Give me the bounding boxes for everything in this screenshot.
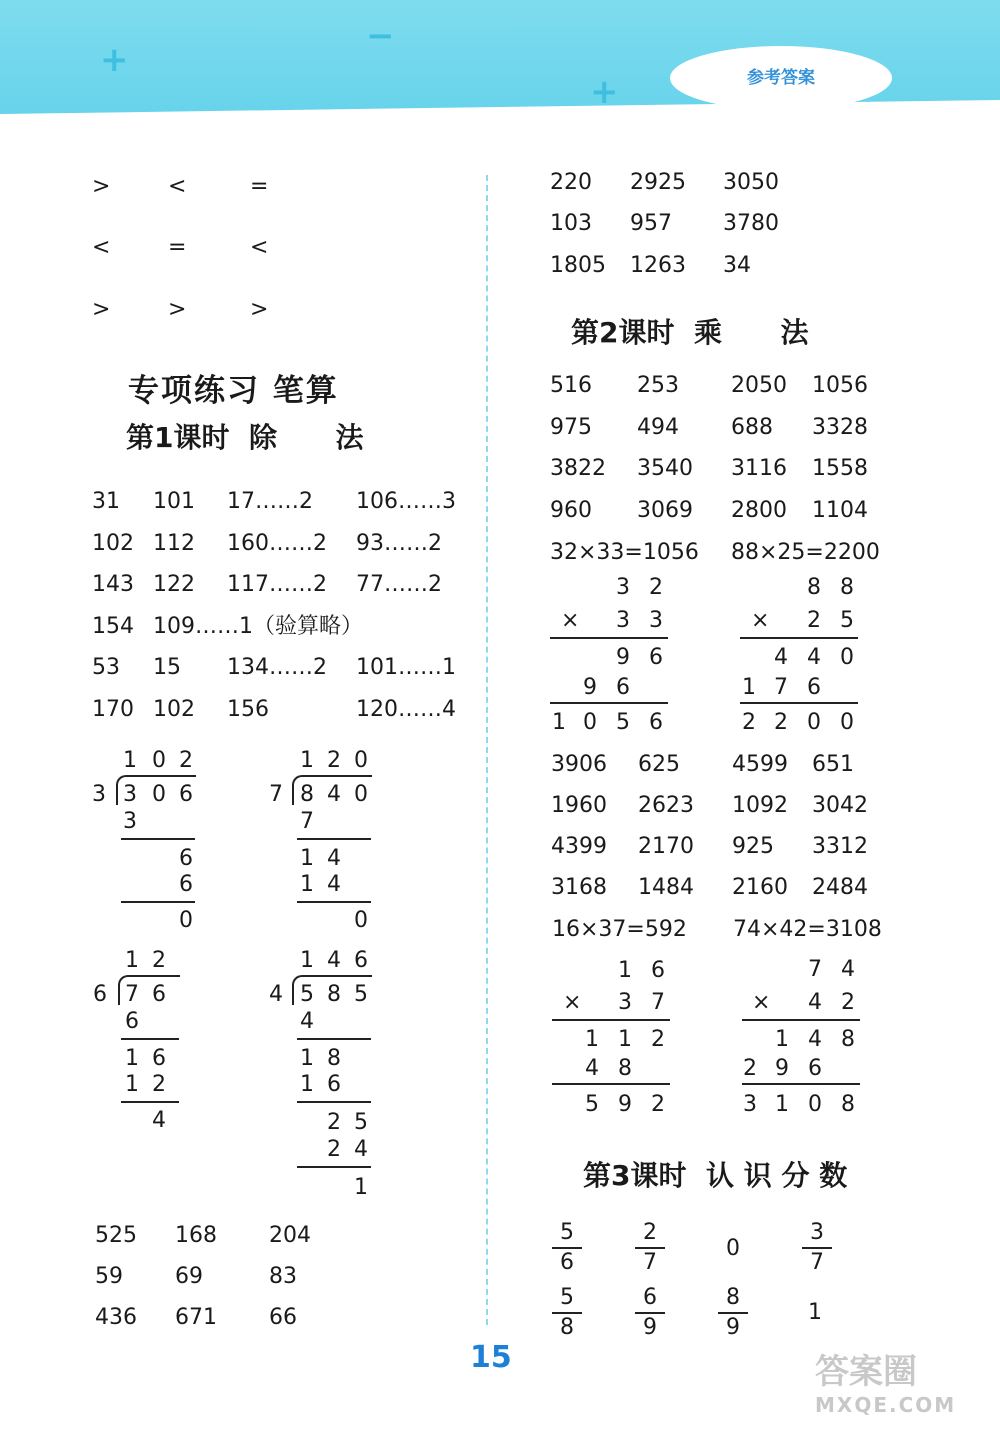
step-line — [121, 1038, 179, 1040]
numerator: 3 — [810, 1220, 824, 1245]
digit: 9 — [616, 645, 630, 670]
digit: 2 — [774, 710, 788, 735]
answer: 204 — [269, 1223, 311, 1248]
result-line — [740, 702, 858, 704]
answer: 1263 — [630, 253, 686, 278]
answer: 143 — [92, 572, 134, 597]
denominator: 7 — [643, 1250, 657, 1275]
digit: 4 — [807, 645, 821, 670]
fraction — [635, 1220, 665, 1276]
answer: 651 — [812, 752, 854, 777]
digit: 8 — [841, 1027, 855, 1052]
numerator: 5 — [560, 1220, 574, 1245]
digit: 0 — [807, 710, 821, 735]
answer: 59 — [95, 1264, 123, 1289]
answer: 15 — [153, 655, 181, 680]
answer: 168 — [175, 1223, 217, 1248]
step-line — [297, 1038, 371, 1040]
step-line — [297, 901, 371, 903]
digit: 1 — [618, 958, 632, 983]
comparison-symbol: < — [168, 174, 187, 199]
fraction-bar — [635, 1247, 665, 1249]
answer: 102 — [153, 697, 195, 722]
answer: 117……2 — [227, 572, 327, 597]
digit: 6 — [649, 710, 663, 735]
digit: 2 — [649, 575, 663, 600]
digit: 1 — [775, 1092, 789, 1117]
answer: 102 — [92, 531, 134, 556]
answer: 1092 — [732, 793, 788, 818]
watermark-url: MXQE.COM — [815, 1393, 957, 1417]
answer: 83 — [269, 1264, 297, 1289]
times-sign: × — [561, 608, 580, 633]
result-line — [742, 1083, 860, 1085]
step-line — [121, 1101, 179, 1103]
fraction — [718, 1285, 748, 1341]
answer: 688 — [731, 415, 773, 440]
digit: 8 — [840, 575, 854, 600]
numerator: 6 — [643, 1285, 657, 1310]
digit: 6 — [649, 645, 663, 670]
answer: 625 — [638, 752, 680, 777]
answer: 2050 — [731, 373, 787, 398]
digit: 3 — [616, 608, 630, 633]
digit: 4 — [585, 1056, 599, 1081]
dividend-digit: 8 — [300, 782, 314, 807]
step-digit: 7 — [300, 809, 314, 834]
result-line — [742, 1019, 860, 1021]
answer: 53 — [92, 655, 120, 680]
quotient-digit: 1 — [123, 748, 137, 773]
answer: 1056 — [812, 373, 868, 398]
digit: 6 — [807, 675, 821, 700]
fraction-bar — [718, 1312, 748, 1314]
divisor: 7 — [269, 782, 283, 807]
answer: 3780 — [723, 211, 779, 236]
step-digit: 6 — [179, 872, 193, 897]
answer: 3312 — [812, 834, 868, 859]
quotient-digit: 1 — [125, 948, 139, 973]
denominator: 6 — [560, 1250, 574, 1275]
fraction — [635, 1285, 665, 1341]
digit: 3 — [743, 1092, 757, 1117]
step-digit: 1 — [125, 1072, 139, 1097]
answer: 101 — [153, 489, 195, 514]
comparison-symbol: < — [92, 235, 111, 260]
quotient-digit: 1 — [300, 948, 314, 973]
answer: 3822 — [550, 456, 606, 481]
digit: 4 — [841, 957, 855, 982]
denominator: 9 — [643, 1315, 657, 1340]
times-sign: × — [752, 990, 771, 1015]
step-digit: 8 — [327, 1046, 341, 1071]
digit: 7 — [808, 957, 822, 982]
times-sign: × — [563, 990, 582, 1015]
dividend-digit: 5 — [354, 982, 368, 1007]
answer: 4399 — [551, 834, 607, 859]
answer: 1805 — [550, 253, 606, 278]
answer: 1484 — [638, 875, 694, 900]
equation: 16×37=592 — [552, 917, 687, 942]
quotient-digit: 2 — [152, 948, 166, 973]
digit: 2 — [807, 608, 821, 633]
digit: 2 — [651, 1027, 665, 1052]
numerator: 8 — [726, 1285, 740, 1310]
step-digit: 2 — [327, 1110, 341, 1135]
step-digit: 2 — [152, 1072, 166, 1097]
fraction — [802, 1220, 832, 1276]
plus-icon: + — [590, 72, 619, 112]
answer: 2623 — [638, 793, 694, 818]
digit: 1 — [552, 710, 566, 735]
quotient-digit: 2 — [327, 748, 341, 773]
comparison-symbol: > — [92, 174, 111, 199]
answer: 3050 — [723, 170, 779, 195]
dividend-digit: 8 — [327, 982, 341, 1007]
dividend-digit: 0 — [152, 782, 166, 807]
step-digit: 1 — [300, 1072, 314, 1097]
step-digit: 6 — [125, 1009, 139, 1034]
watermark-text: 答案圈 — [815, 1352, 917, 1392]
answer: 1558 — [812, 456, 868, 481]
answer: 516 — [550, 373, 592, 398]
lesson-3-title: 第3课时 认 识 分 数 — [583, 1159, 848, 1192]
answer: 220 — [550, 170, 592, 195]
digit: 8 — [807, 575, 821, 600]
step-digit: 1 — [300, 872, 314, 897]
remainder: 0 — [179, 908, 193, 933]
answer: 253 — [637, 373, 679, 398]
comparison-symbol: > — [92, 297, 111, 322]
digit: 9 — [583, 675, 597, 700]
answer: 3042 — [812, 793, 868, 818]
step-digit: 4 — [354, 1137, 368, 1162]
result-line — [550, 702, 668, 704]
answer: 134……2 — [227, 655, 327, 680]
answer: 103 — [550, 211, 592, 236]
step-digit: 6 — [327, 1072, 341, 1097]
digit: 0 — [840, 645, 854, 670]
digit: 4 — [808, 990, 822, 1015]
remainder: 0 — [354, 908, 368, 933]
step-digit: 4 — [327, 872, 341, 897]
dividend-digit: 5 — [300, 982, 314, 1007]
answer: 975 — [550, 415, 592, 440]
digit: 8 — [841, 1092, 855, 1117]
answer-key-label: 参考答案 — [747, 68, 815, 88]
step-digit: 1 — [125, 1046, 139, 1071]
answer: 154 — [92, 614, 134, 639]
equation: 32×33=1056 — [550, 540, 699, 565]
equation: 88×25=2200 — [731, 540, 880, 565]
step-digit: 1 — [300, 1046, 314, 1071]
fraction-bar — [552, 1312, 582, 1314]
digit: 1 — [618, 1027, 632, 1052]
fraction-bar — [635, 1312, 665, 1314]
answer: 3116 — [731, 456, 787, 481]
answer: 3328 — [812, 415, 868, 440]
numerator: 5 — [560, 1285, 574, 1310]
answer: 925 — [732, 834, 774, 859]
answer: 93……2 — [356, 531, 442, 556]
fraction-bar — [802, 1247, 832, 1249]
result-line — [740, 637, 858, 639]
digit: 6 — [651, 958, 665, 983]
digit: 3 — [649, 608, 663, 633]
plus-icon: + — [100, 40, 129, 80]
comparison-symbol: = — [250, 174, 269, 199]
digit: 9 — [618, 1092, 632, 1117]
answer-key-badge — [670, 46, 892, 110]
answer: 1960 — [551, 793, 607, 818]
answer: 109……1（验算略） — [153, 614, 363, 639]
answer: 17……2 — [227, 489, 313, 514]
quotient-digit: 0 — [354, 748, 368, 773]
step-digit: 6 — [179, 846, 193, 871]
answer: 112 — [153, 531, 195, 556]
minus-icon: − — [366, 16, 395, 56]
dividend-digit: 6 — [179, 782, 193, 807]
digit: 7 — [774, 675, 788, 700]
digit: 1 — [742, 675, 756, 700]
quotient-digit: 1 — [300, 748, 314, 773]
remainder: 1 — [354, 1175, 368, 1200]
denominator: 9 — [726, 1315, 740, 1340]
answer: 436 — [95, 1305, 137, 1330]
step-digit: 5 — [354, 1110, 368, 1135]
remainder: 4 — [152, 1108, 166, 1133]
result-line — [552, 1083, 670, 1085]
digit: 2 — [743, 1056, 757, 1081]
answer: 525 — [95, 1223, 137, 1248]
divisor: 3 — [92, 782, 106, 807]
step-digit: 1 — [300, 846, 314, 871]
answer: 3168 — [551, 875, 607, 900]
digit: 2 — [651, 1092, 665, 1117]
result-line — [552, 1019, 670, 1021]
numerator: 2 — [643, 1220, 657, 1245]
digit: 9 — [775, 1056, 789, 1081]
dividend-digit: 4 — [327, 782, 341, 807]
digit: 1 — [775, 1027, 789, 1052]
digit: 5 — [616, 710, 630, 735]
answer: 69 — [175, 1264, 203, 1289]
answer: 34 — [723, 253, 751, 278]
quotient-digit: 0 — [152, 748, 166, 773]
step-line — [297, 1166, 371, 1168]
comparison-symbol: > — [250, 297, 269, 322]
digit: 7 — [651, 990, 665, 1015]
quotient-digit: 6 — [354, 948, 368, 973]
step-digit: 4 — [327, 846, 341, 871]
answer: 3069 — [637, 498, 693, 523]
step-line — [297, 1101, 371, 1103]
page-number: 15 — [470, 1340, 512, 1375]
comparison-symbol: < — [250, 235, 269, 260]
answer: 101……1 — [356, 655, 456, 680]
digit: 5 — [840, 608, 854, 633]
watermark-logo — [815, 1352, 995, 1445]
result-line — [550, 637, 668, 639]
answer: 960 — [550, 498, 592, 523]
comparison-symbol: > — [168, 297, 187, 322]
fraction — [552, 1285, 582, 1341]
denominator: 7 — [810, 1250, 824, 1275]
answer: 2170 — [638, 834, 694, 859]
step-digit: 3 — [123, 809, 137, 834]
times-sign: × — [751, 608, 770, 633]
digit: 0 — [583, 710, 597, 735]
fraction — [552, 1220, 582, 1276]
answer: 2160 — [732, 875, 788, 900]
step-digit: 6 — [152, 1046, 166, 1071]
fraction-bar — [552, 1247, 582, 1249]
step-line — [297, 838, 371, 840]
digit: 3 — [616, 575, 630, 600]
digit: 0 — [808, 1092, 822, 1117]
column-divider — [486, 175, 488, 1325]
digit: 1 — [585, 1027, 599, 1052]
lesson-2-title: 第2课时 乘 法 — [571, 316, 809, 349]
answer: 170 — [92, 697, 134, 722]
step-digit: 4 — [300, 1009, 314, 1034]
quotient-digit: 2 — [179, 748, 193, 773]
digit: 6 — [616, 675, 630, 700]
dividend-digit: 3 — [123, 782, 137, 807]
step-line — [121, 838, 195, 840]
lesson-1-title: 第1课时 除 法 — [126, 421, 364, 454]
answer: 671 — [175, 1305, 217, 1330]
digit: 6 — [808, 1056, 822, 1081]
answer: 2484 — [812, 875, 868, 900]
digit: 2 — [841, 990, 855, 1015]
step-line — [121, 901, 195, 903]
answer: 1 — [808, 1300, 822, 1325]
answer: 2925 — [630, 170, 686, 195]
denominator: 8 — [560, 1315, 574, 1340]
answer: 120……4 — [356, 697, 456, 722]
digit: 8 — [618, 1056, 632, 1081]
digit: 4 — [774, 645, 788, 670]
answer: 156 — [227, 697, 269, 722]
digit: 3 — [618, 990, 632, 1015]
digit: 2 — [742, 710, 756, 735]
answer: 122 — [153, 572, 195, 597]
section-title: 专项练习 笔算 — [128, 373, 339, 409]
answer: 160……2 — [227, 531, 327, 556]
answer: 957 — [630, 211, 672, 236]
answer: 3906 — [551, 752, 607, 777]
digit: 4 — [808, 1027, 822, 1052]
answer: 0 — [726, 1236, 740, 1261]
divisor: 4 — [269, 982, 283, 1007]
quotient-digit: 4 — [327, 948, 341, 973]
answer: 3540 — [637, 456, 693, 481]
divisor: 6 — [93, 982, 107, 1007]
answer: 106……3 — [356, 489, 456, 514]
step-digit: 2 — [327, 1137, 341, 1162]
answer: 66 — [269, 1305, 297, 1330]
dividend-digit: 6 — [152, 982, 166, 1007]
answer: 77……2 — [356, 572, 442, 597]
digit: 5 — [585, 1092, 599, 1117]
answer: 31 — [92, 489, 120, 514]
answer: 1104 — [812, 498, 868, 523]
dividend-digit: 0 — [354, 782, 368, 807]
dividend-digit: 7 — [125, 982, 139, 1007]
answer: 4599 — [732, 752, 788, 777]
answer: 494 — [637, 415, 679, 440]
equation: 74×42=3108 — [733, 917, 882, 942]
comparison-symbol: = — [168, 235, 187, 260]
digit: 0 — [840, 710, 854, 735]
answer: 2800 — [731, 498, 787, 523]
